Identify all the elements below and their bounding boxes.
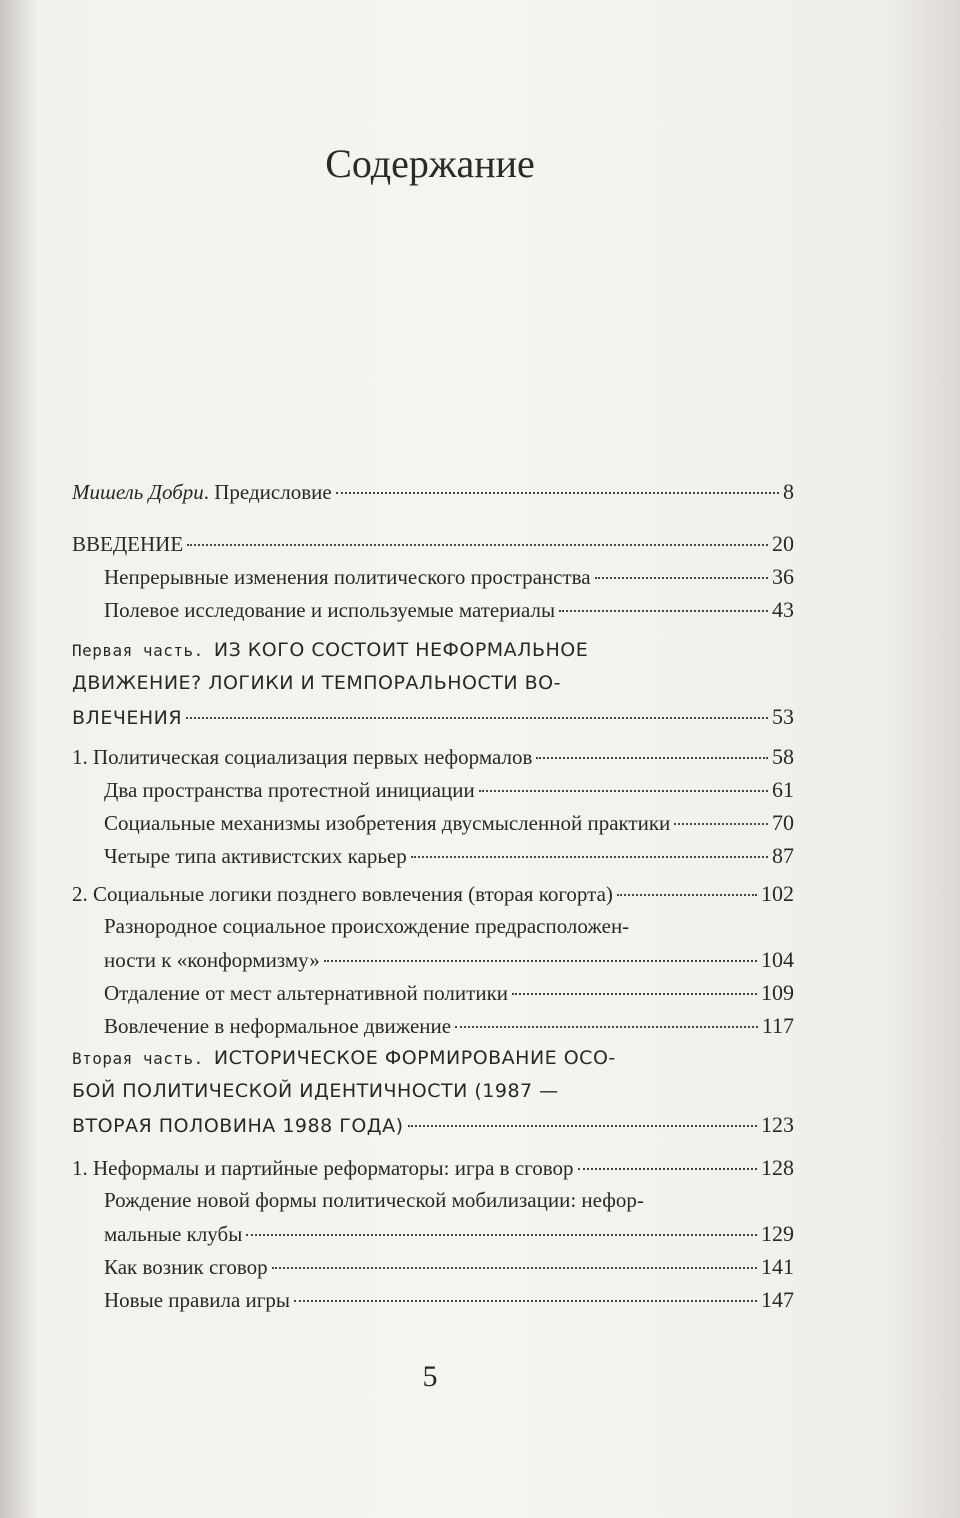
entry-label: Новые правила игры <box>104 1288 290 1312</box>
entry-label: 2. Социальные логики позднего вовлечения (вторая когорта) <box>72 882 613 906</box>
entry-label: Полевое исследование и используемые материалы <box>104 598 556 622</box>
page-number: 102 <box>761 881 794 906</box>
toc-row-ch3-1-line2[interactable] <box>72 1217 794 1250</box>
dot-leader <box>272 1267 757 1269</box>
part1-line2: ДВИЖЕНИЕ? ЛОГИКИ И ТЕМПОРАЛЬНОСТИ ВО- <box>72 672 561 694</box>
page-number: 43 <box>772 597 794 622</box>
toc-row-ch1-1[interactable] <box>72 773 794 806</box>
toc-row-ch1-3[interactable] <box>72 839 794 872</box>
page-number: 123 <box>761 1112 794 1137</box>
part2-line3 <box>72 1108 794 1141</box>
page-number: 129 <box>761 1221 794 1246</box>
page-number: 109 <box>761 980 794 1005</box>
preface-author: Мишель Добри <box>72 480 204 504</box>
page-number: 8 <box>783 479 794 504</box>
entry-label: Социальные механизмы изобретения двусмысленной практики <box>104 811 671 835</box>
part-title: ВТОРАЯ ПОЛОВИНА 1988 ГОДА) <box>72 1115 404 1137</box>
dot-leader <box>595 577 768 579</box>
toc-row-preface[interactable] <box>72 475 794 508</box>
toc-preface <box>72 475 794 508</box>
toc-row-ch3-3[interactable] <box>72 1283 794 1316</box>
toc-chapter1 <box>72 740 794 872</box>
page-folio: 5 <box>422 1360 438 1393</box>
toc-row-intro-1[interactable] <box>72 560 794 593</box>
toc-row-ch2-3[interactable] <box>72 1009 794 1042</box>
page-number: 20 <box>772 531 794 556</box>
part-prefix: Первая часть. <box>72 641 214 660</box>
toc-row-ch3-2[interactable] <box>72 1250 794 1283</box>
dot-leader <box>294 1300 757 1302</box>
dot-leader <box>455 1026 758 1028</box>
toc-row-ch1[interactable] <box>72 740 794 773</box>
part1-line3 <box>72 700 794 733</box>
dot-leader <box>559 610 768 612</box>
intro-label: ВВЕДЕНИЕ <box>72 532 184 556</box>
toc-row-intro[interactable] <box>72 527 794 560</box>
dot-leader <box>617 894 757 896</box>
part1-line1 <box>72 634 794 667</box>
page-number: 61 <box>772 777 794 802</box>
toc-row-ch2[interactable] <box>72 877 794 910</box>
toc-row-ch3[interactable] <box>72 1151 794 1184</box>
page-number: 36 <box>772 564 794 589</box>
part-title: ИСТОРИЧЕСКОЕ ФОРМИРОВАНИЕ ОСО- <box>213 1047 616 1069</box>
dot-leader <box>479 790 768 792</box>
entry-label: Два пространства протестной инициации <box>104 778 475 802</box>
part2-line1 <box>72 1042 794 1075</box>
page-number: 117 <box>761 1013 794 1038</box>
dot-leader <box>246 1234 757 1236</box>
dot-leader <box>578 1168 757 1170</box>
dot-leader <box>336 492 779 494</box>
page-number: 70 <box>772 810 794 835</box>
dot-leader <box>536 757 768 759</box>
entry-label: Вовлечение в неформальное движение <box>104 1014 452 1038</box>
dot-leader <box>324 960 757 962</box>
page-number: 147 <box>761 1287 794 1312</box>
dot-leader <box>187 544 768 546</box>
toc-chapter2 <box>72 877 794 1042</box>
page-number: 128 <box>761 1155 794 1180</box>
part-prefix: Вторая часть. <box>72 1049 214 1068</box>
entry-label: Четыре типа активистских карьер <box>104 844 407 868</box>
dot-leader <box>512 993 757 995</box>
toc-row-ch3-1-line1[interactable]: Рождение новой формы политической мобилизации: нефор- <box>104 1188 644 1212</box>
entry-label: 1. Неформалы и партийные реформаторы: игра в сговор <box>72 1156 574 1180</box>
toc-chapter3 <box>72 1151 794 1316</box>
part2-line2: БОЙ ПОЛИТИЧЕСКОЙ ИДЕНТИЧНОСТИ (1987 — <box>72 1080 559 1102</box>
toc-row-ch2-1-line2[interactable] <box>72 943 794 976</box>
entry-label: Непрерывные изменения политического пространства <box>104 565 591 589</box>
entry-label: ности к «конформизму» <box>104 948 320 972</box>
toc-part1[interactable] <box>72 634 794 733</box>
part-title: ВЛЕЧЕНИЯ <box>72 707 183 729</box>
toc-part2[interactable] <box>72 1042 794 1141</box>
dot-leader <box>408 1125 757 1127</box>
entry-label: Как возник сговор <box>104 1255 268 1279</box>
dot-leader <box>674 823 768 825</box>
dot-leader <box>186 717 768 719</box>
entry-label: 1. Политическая социализация первых неформалов <box>72 745 533 769</box>
part-title: ИЗ КОГО СОСТОИТ НЕФОРМАЛЬНОЕ <box>213 639 589 661</box>
toc-intro <box>72 527 794 626</box>
page-number: 58 <box>772 744 794 769</box>
toc-row-ch2-1-line1[interactable]: Разнородное социальное происхождение предрасположен- <box>104 914 630 938</box>
dot-leader <box>411 856 768 858</box>
entry-label: мальные клубы <box>104 1222 243 1246</box>
toc-row-ch2-2[interactable] <box>72 976 794 1009</box>
toc-row-ch1-2[interactable] <box>72 806 794 839</box>
page-number: 87 <box>772 843 794 868</box>
page-title: Содержание <box>325 141 535 186</box>
page-number: 141 <box>761 1254 794 1279</box>
entry-label: Отдаление от мест альтернативной политики <box>104 981 509 1005</box>
page-number: 53 <box>772 704 794 729</box>
preface-label: . Предисловие <box>203 480 332 504</box>
page-number: 104 <box>761 947 794 972</box>
toc-row-intro-2[interactable] <box>72 593 794 626</box>
